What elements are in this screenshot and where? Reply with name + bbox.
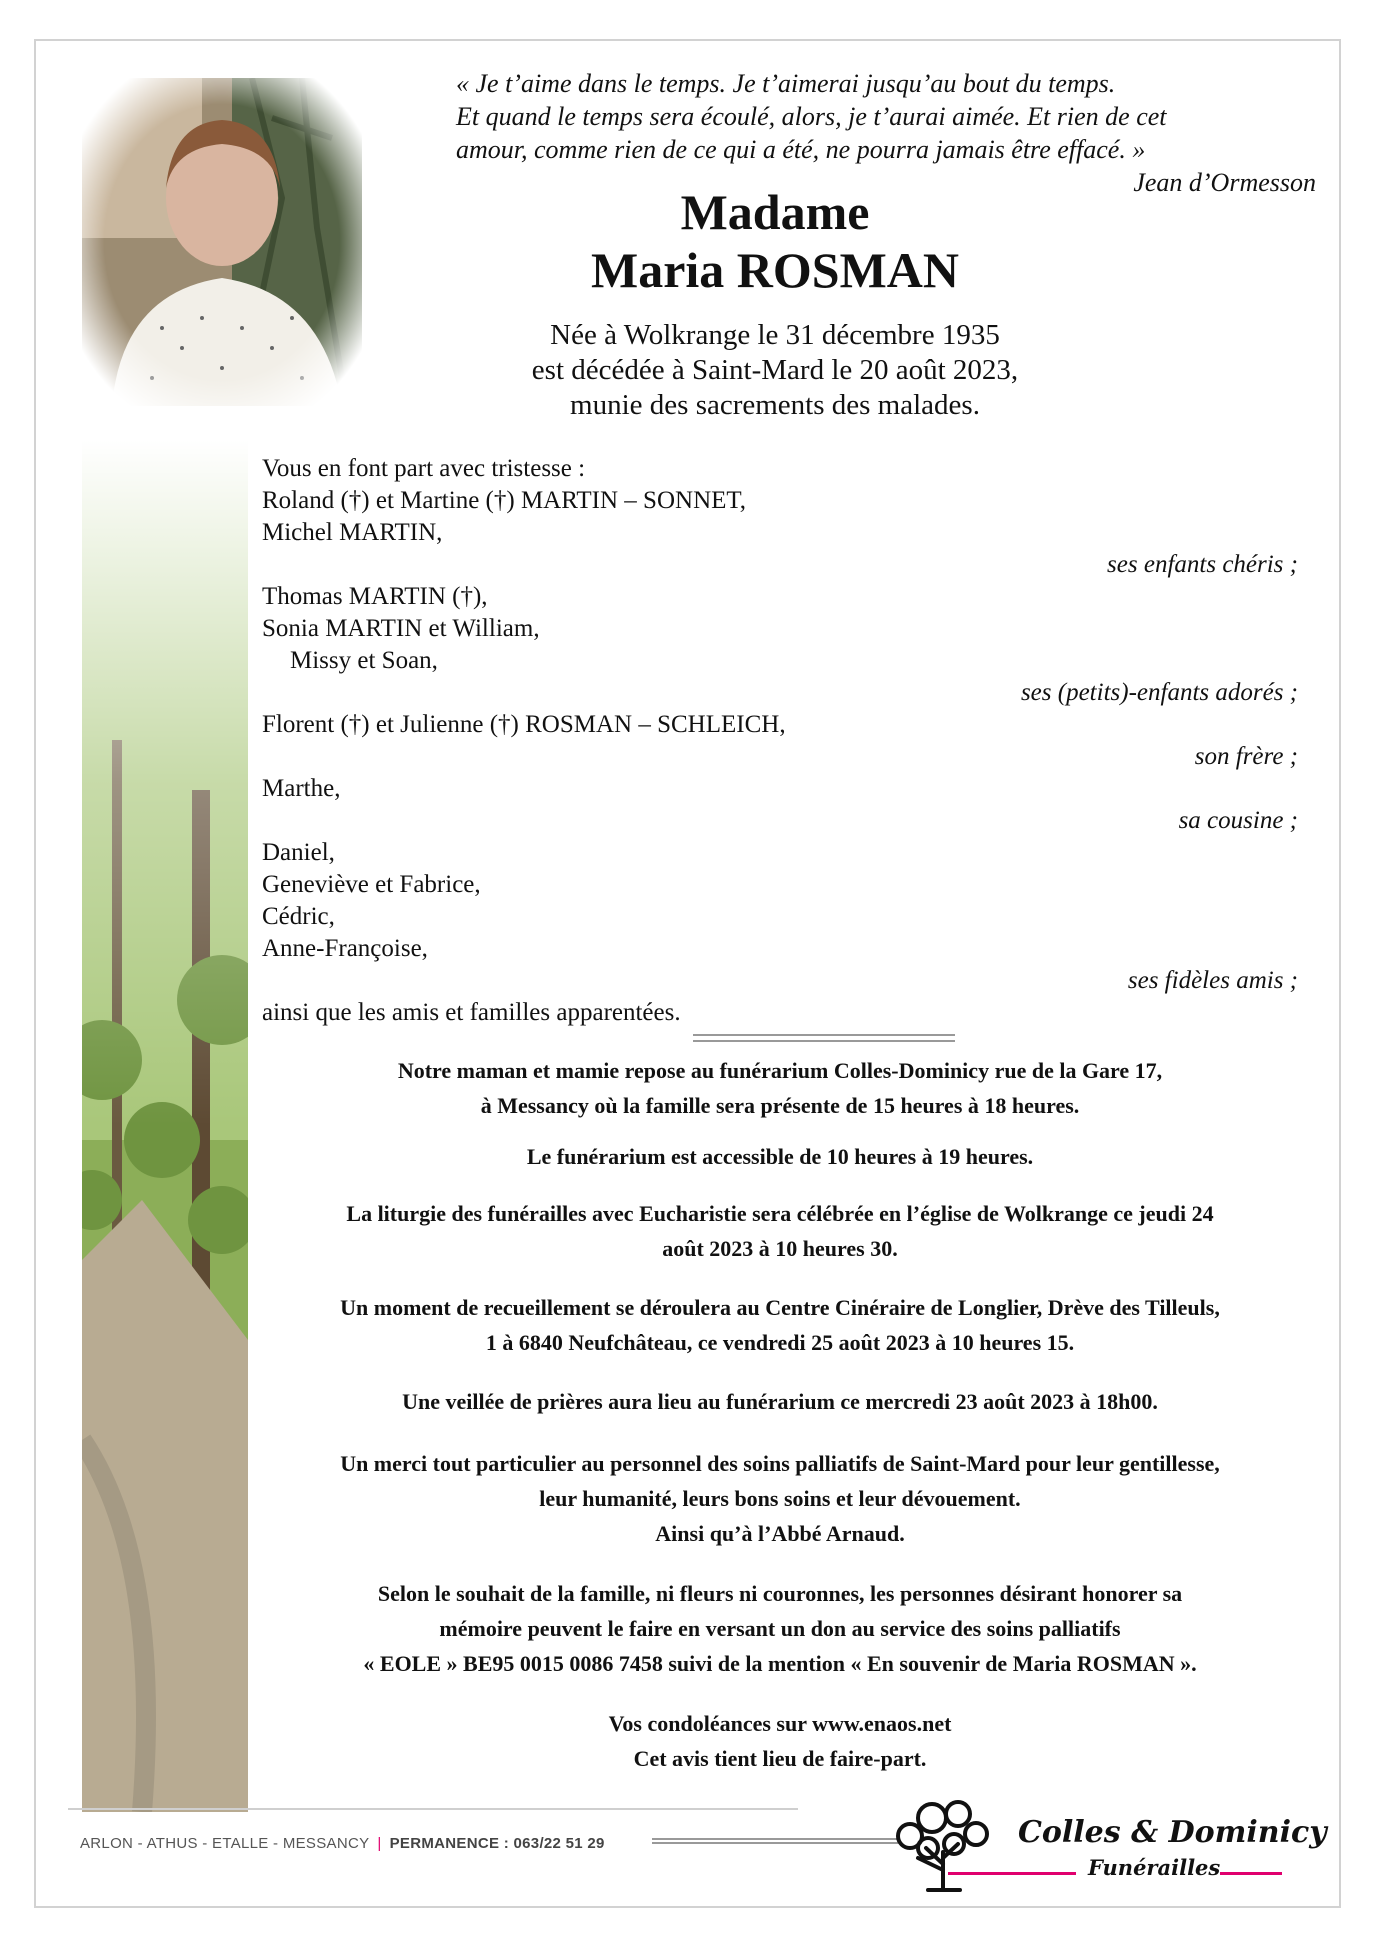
forest-path-image xyxy=(82,440,248,1812)
family-member: Cédric, xyxy=(262,903,335,930)
info-line: Un moment de recueillement se déroulera au Centre Cinéraire de Longlier, Drève des Tilleuls, xyxy=(340,1295,1220,1320)
birth-death-block xyxy=(450,318,1100,423)
birth-line: Née à Wolkrange le 31 décembre 1935 xyxy=(550,319,1000,351)
family-member: Thomas MARTIN (†), xyxy=(262,583,488,610)
family-role: ses fidèles amis ; xyxy=(1127,967,1298,994)
info-line: Selon le souhait de la famille, ni fleurs ni couronnes, les personnes désirant honorer sa xyxy=(377,1581,1183,1606)
footer-rule xyxy=(68,1808,798,1810)
divider xyxy=(693,1034,955,1042)
brand-accent-line xyxy=(948,1872,1076,1875)
quote xyxy=(456,67,1316,197)
recueillement-info xyxy=(262,1290,1298,1360)
family-role: son frère ; xyxy=(1194,743,1298,770)
quote-line: « Je t’aime dans le temps. Je t’aimerai jusqu’au bout du temps. xyxy=(456,69,1116,98)
liturgy-info xyxy=(262,1196,1298,1266)
info-line: « EOLE » BE95 0015 0086 7458 suivi de la mention « En souvenir de Maria ROSMAN ». xyxy=(363,1651,1197,1676)
info-line: Notre maman et mamie repose au funérarium Colles-Dominicy rue de la Gare 17, xyxy=(397,1058,1163,1083)
info-line: Un merci tout particulier au personnel des soins palliatifs de Saint-Mard pour leur gentillesse, xyxy=(340,1451,1220,1476)
info-line: à Messancy où la famille sera présente de 15 heures à 18 heures. xyxy=(480,1093,1080,1118)
footer-locations: ARLON - ATHUS - ETALLE - MESSANCY xyxy=(80,1835,370,1852)
donation-info xyxy=(262,1576,1298,1681)
repose-info xyxy=(262,1053,1298,1123)
family-member: Sonia MARTIN et William, xyxy=(262,615,540,642)
death-line: est décédée à Saint-Mard le 20 août 2023, xyxy=(531,354,1019,386)
info-line: leur humanité, leurs bons soins et leur dévouement. xyxy=(539,1486,1021,1511)
quote-line: amour, comme rien de ce qui a été, ne pourra jamais être effacé. » xyxy=(456,135,1146,164)
quote-author: Jean d’Ormesson xyxy=(1133,168,1316,197)
family-intro: Vous en font part avec tristesse : xyxy=(262,455,586,482)
info-line: août 2023 à 10 heures 30. xyxy=(662,1236,898,1261)
family-member: Anne-Françoise, xyxy=(262,935,428,962)
family-role: sa cousine ; xyxy=(1178,807,1298,834)
brand-subtitle: Funérailles xyxy=(1088,1855,1221,1880)
family-member: Marthe, xyxy=(262,775,341,802)
family-member: Geneviève et Fabrice, xyxy=(262,871,481,898)
quote-line: Et quand le temps sera écoulé, alors, je t’aurai aimée. Et rien de cet xyxy=(456,102,1167,131)
family-member: Michel MARTIN, xyxy=(262,519,443,546)
condolences-info xyxy=(262,1706,1298,1776)
access-info: Le funérarium est accessible de 10 heures à 19 heures. xyxy=(526,1144,1034,1169)
portrait-photo xyxy=(82,78,362,406)
thanks-info xyxy=(262,1446,1298,1551)
family-member: Florent (†) et Julienne (†) ROSMAN – SCHLEICH, xyxy=(262,711,786,738)
family-role: ses enfants chéris ; xyxy=(1107,551,1298,578)
footer-contact xyxy=(80,1835,605,1852)
family-closing: ainsi que les amis et familles apparentées. xyxy=(262,999,681,1026)
vigil-info: Une veillée de prières aura lieu au funérarium ce mercredi 23 août 2023 à 18h00. xyxy=(402,1389,1158,1414)
brand-accent-line xyxy=(1220,1872,1282,1875)
info-line: mémoire peuvent le faire en versant un don au service des soins palliatifs xyxy=(439,1616,1121,1641)
footer-permanence: PERMANENCE : 063/22 51 29 xyxy=(389,1835,605,1852)
footer-separator: | xyxy=(377,1835,382,1852)
tree-icon xyxy=(888,1792,998,1892)
sacrament-line: munie des sacrements des malades. xyxy=(570,389,980,421)
family-member: Roland (†) et Martine (†) MARTIN – SONNET, xyxy=(262,487,747,514)
info-line: La liturgie des funérailles avec Eucharistie sera célébrée en l’église de Wolkrange ce jeudi 24 xyxy=(346,1201,1214,1226)
logo-rule xyxy=(652,1838,898,1844)
condolences-line: Vos condoléances sur www.enaos.net xyxy=(608,1711,952,1736)
deceased-name: Maria ROSMAN xyxy=(591,242,959,298)
family-member: Missy et Soan, xyxy=(290,647,438,674)
info-line: 1 à 6840 Neufchâteau, ce vendredi 25 août 2023 à 10 heures 15. xyxy=(485,1330,1075,1355)
deceased-title: Madame xyxy=(680,184,870,240)
brand-name: Colles & Dominicy xyxy=(1018,1815,1327,1850)
family-role: ses (petits)-enfants adorés ; xyxy=(1020,679,1298,706)
info-line: Ainsi qu’à l’Abbé Arnaud. xyxy=(655,1521,905,1546)
family-member: Daniel, xyxy=(262,839,335,866)
notice-line: Cet avis tient lieu de faire-part. xyxy=(633,1746,927,1771)
